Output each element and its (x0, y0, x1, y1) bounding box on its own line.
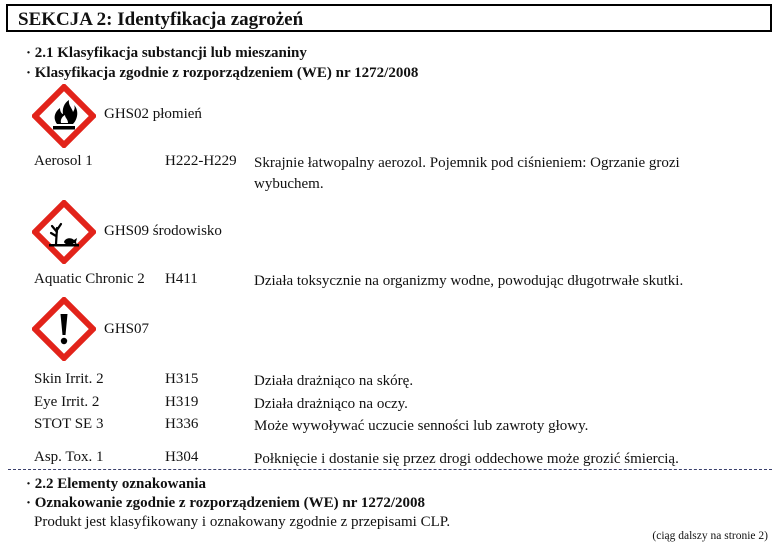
hazard-statement: Działa drażniąco na oczy. (254, 396, 408, 412)
flame-icon (32, 84, 96, 148)
hazard-category: Aquatic Chronic 2 (34, 271, 145, 287)
hazard-code: H411 (165, 271, 198, 287)
continuation-note: (ciąg dalszy na stronie 2) (652, 530, 768, 542)
hazard-code: H315 (165, 371, 199, 387)
hazard-category: Eye Irrit. 2 (34, 394, 100, 410)
hazard-category: Skin Irrit. 2 (34, 371, 104, 387)
classification-subheading: · Klasyfikacja zgodnie z rozporządzeniem (WE) nr 1272/2008 (26, 65, 419, 81)
section-header-box (6, 4, 772, 32)
hazard-category: Aerosol 1 (34, 153, 93, 169)
hazard-statement: Połknięcie i dostanie się przez drogi oddechowe może grozić śmiercią. (254, 451, 679, 467)
hazard-code: H304 (165, 449, 199, 465)
hazard-code: H222-H229 (165, 153, 237, 169)
pictogram-label-ghs02: GHS02 płomień (104, 106, 202, 122)
hazard-statement: Działa toksycznie na organizmy wodne, powodując długotrwałe skutki. (254, 273, 684, 289)
environment-icon (32, 200, 96, 264)
hazard-statement: Skrajnie łatwopalny aerozol. Pojemnik pod ciśnieniem: Ogrzanie grozi wybuchem. (254, 155, 680, 192)
hazard-category: STOT SE 3 (34, 416, 104, 432)
section-divider (8, 469, 772, 470)
hazard-code: H319 (165, 394, 199, 410)
labelling-subheading: · Oznakowanie zgodnie z rozporządzeniem (WE) nr 1272/2008 (26, 495, 426, 511)
pictogram-label-ghs07: GHS07 (104, 321, 150, 337)
labelling-heading: · 2.2 Elementy oznakowania (26, 476, 207, 492)
hazard-statement: Działa drażniąco na skórę. (254, 373, 414, 389)
classification-heading: · 2.1 Klasyfikacja substancji lub mieszaniny (26, 45, 307, 61)
hazard-category: Asp. Tox. 1 (34, 449, 104, 465)
section-title: SEKCJA 2: Identyfikacja zagrożeń (18, 9, 304, 30)
pictogram-label-ghs09: GHS09 środowisko (104, 223, 222, 239)
exclamation-mark-icon (32, 297, 96, 361)
hazard-code: H336 (165, 416, 199, 432)
labelling-text: Produkt jest klasyfikowany i oznakowany zgodnie z przepisami CLP. (34, 514, 451, 530)
hazard-statement: Może wywoływać uczucie senności lub zawroty głowy. (254, 418, 589, 434)
